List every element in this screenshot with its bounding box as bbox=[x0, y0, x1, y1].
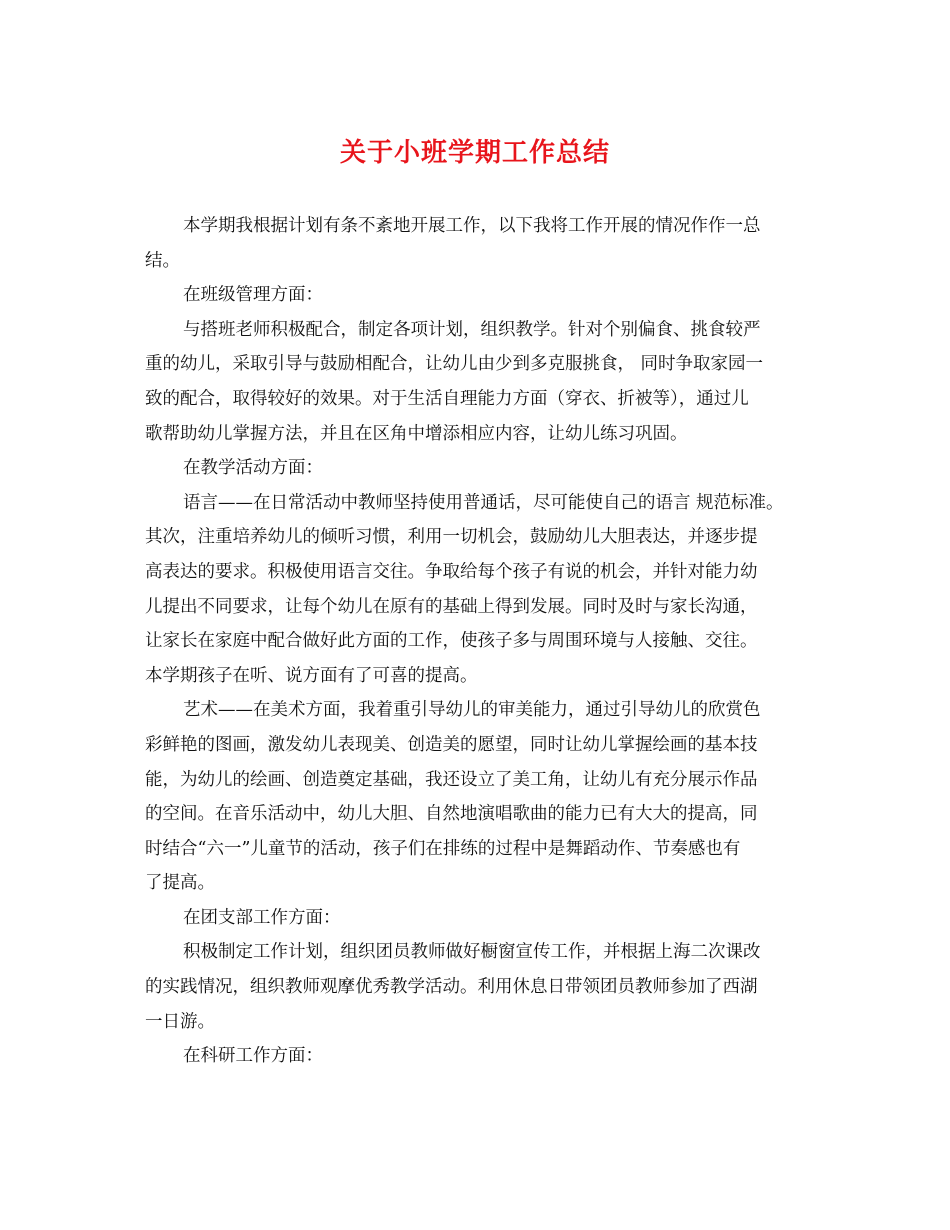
text-line: 本学期我根据计划有条不紊地开展工作，以下我将工作开展的情况作作一总 bbox=[183, 216, 761, 236]
text-line: 在科研工作方面： bbox=[183, 1046, 323, 1067]
text-line: 的空间。在音乐活动中，幼儿大胆、自然地演唱歌曲的能力已有大大的提高，同 bbox=[145, 804, 758, 825]
text-line: 其次，注重培养幼儿的倾听习惯，利用一切机会，鼓励幼儿大胆表达，并逐步提 bbox=[145, 527, 758, 548]
text-line: 本学期孩子在听、说方面有了可喜的提高。 bbox=[145, 665, 478, 686]
text-line: 在教学活动方面： bbox=[183, 458, 323, 479]
text-line: 了提高。 bbox=[145, 873, 215, 894]
text-line: 让家长在家庭中配合做好此方面的工作，使孩子多与周围环境与人接触、交往。 bbox=[145, 631, 758, 652]
document-title: 关于小班学期工作总结 bbox=[339, 138, 610, 168]
text-line: 能，为幼儿的绘画、创造奠定基础，我还设立了美工角，让幼儿有充分展示作品 bbox=[145, 769, 758, 790]
text-line: 积极制定工作计划，组织团员教师做好橱窗宣传工作，并根据上海二次课改 bbox=[183, 942, 761, 963]
text-line: 与搭班老师积极配合，制定各项计划，组织教学。针对个别偏食、挑食较严 bbox=[183, 319, 761, 340]
text-line: 彩鲜艳的图画，激发幼儿表现美、创造美的愿望，同时让幼儿掌握绘画的基本技 bbox=[145, 734, 758, 755]
text-line: 时结合“六一”儿童节的活动，孩子们在排练的过程中是舞蹈动作、节奏感也有 bbox=[145, 838, 741, 859]
text-line: 的实践情况，组织教师观摩优秀教学活动。利用休息日带领团员教师参加了西湖 bbox=[145, 977, 758, 998]
text-line: 致的配合，取得较好的效果。对于生活自理能力方面（穿衣、折被等），通过儿 bbox=[145, 388, 749, 409]
document-body bbox=[145, 209, 835, 1074]
text-line: 在团支部工作方面： bbox=[183, 907, 341, 928]
text-line: 重的幼儿，采取引导与鼓励相配合，让幼儿由少到多克服挑食， 同时争取家园一 bbox=[145, 354, 764, 375]
text-line: 一日游。 bbox=[145, 1011, 215, 1032]
text-line: 歌帮助幼儿掌握方法，并且在区角中增添相应内容，让幼儿练习巩固。 bbox=[145, 423, 688, 444]
text-line: 结。 bbox=[145, 250, 180, 271]
text-line: 高表达的要求。积极使用语言交往。争取给每个孩子有说的机会，并针对能力幼 bbox=[145, 561, 758, 582]
text-line: 儿提出不同要求，让每个幼儿在原有的基础上得到发展。同时及时与家长沟通， bbox=[145, 596, 758, 617]
text-line: 艺术——在美术方面，我着重引导幼儿的审美能力，通过引导幼儿的欣赏色 bbox=[183, 700, 761, 721]
text-line: 在班级管理方面： bbox=[183, 285, 323, 306]
text-line: 语言——在日常活动中教师坚持使用普通话，尽可能使自己的语言 规范标准。 bbox=[183, 492, 784, 513]
